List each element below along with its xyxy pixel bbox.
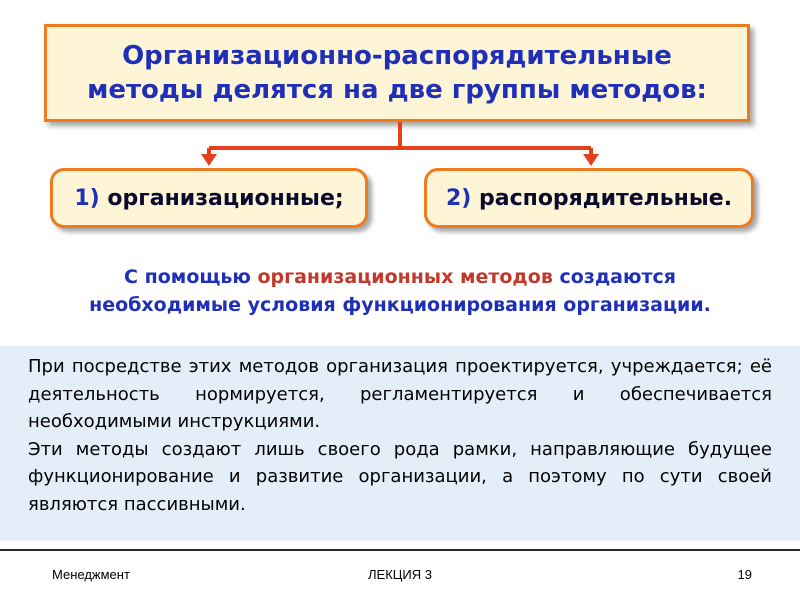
statement-line-2: необходимые условия функционирования организации.: [89, 294, 711, 316]
group-box-organizational: [50, 168, 368, 228]
group-number-1: 1): [74, 185, 100, 211]
group-label-1: организационные;: [107, 185, 344, 211]
statement: [0, 263, 800, 319]
statement-part-2: создаются: [552, 266, 676, 288]
arrow-left-head: [201, 154, 217, 166]
arrow-right-head: [583, 154, 599, 166]
info-box: [0, 346, 800, 541]
group-number-2: 2): [445, 185, 472, 211]
info-paragraph-2: Эти методы создают лишь своего рода рамки, направляющие будущее функционирование и развитие организации, а поэтому по сути своей являются пассивными.: [28, 438, 772, 515]
title-line-1: Организационно-распорядительные: [122, 41, 672, 71]
footer-divider: [0, 549, 800, 551]
footer-course: Менеджмент: [52, 567, 130, 582]
statement-line-1: [0, 263, 800, 291]
page-number: 19: [737, 567, 752, 582]
group-box-administrative: [424, 168, 754, 228]
info-paragraph-1: При посредстве этих методов организация проектируется, учреждается; её деятельность нормируется, регламентируется и обеспечивается необходимыми инструкциями.: [28, 356, 772, 432]
group-label-2: распорядительные.: [478, 185, 733, 211]
statement-highlight: организационных методов: [257, 266, 553, 288]
footer-lecture: ЛЕКЦИЯ 3: [368, 567, 432, 582]
title-box: [44, 24, 750, 122]
title-line-2: методы делятся на две группы методов:: [87, 75, 707, 105]
statement-part-1: С помощью: [124, 266, 258, 288]
